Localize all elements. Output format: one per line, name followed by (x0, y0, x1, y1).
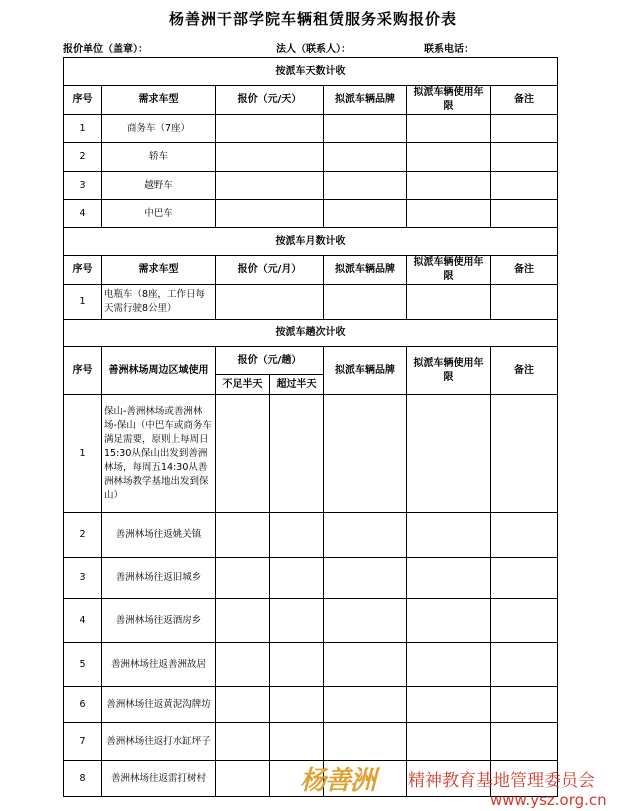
col-note: 备注 (491, 347, 558, 395)
years-cell[interactable] (407, 172, 491, 200)
row-no: 4 (64, 599, 102, 643)
col-no: 序号 (64, 256, 102, 285)
years-cell[interactable] (407, 599, 491, 643)
col-note: 备注 (491, 86, 558, 115)
col-note: 备注 (491, 256, 558, 285)
legal-person-label: 法人（联系人）： (276, 44, 351, 55)
row-no: 1 (64, 395, 102, 513)
col-price-per-day: 报价（元/天） (216, 86, 324, 115)
vehicle-type: 越野车 (102, 172, 216, 200)
col-price-per-trip: 报价（元/趟） (216, 347, 324, 375)
years-cell[interactable] (407, 143, 491, 172)
section-month-title-row (64, 228, 558, 256)
col-years: 拟派车辆使用年限 (407, 256, 491, 285)
brand-cell[interactable] (324, 687, 407, 723)
table-row (64, 143, 558, 172)
brand-cell[interactable] (324, 599, 407, 643)
note-cell[interactable] (491, 687, 558, 723)
section-month-title: 按派车月数计收 (64, 228, 558, 256)
brand-cell[interactable] (324, 200, 407, 228)
row-no: 1 (64, 115, 102, 143)
brand-cell[interactable] (324, 723, 407, 761)
over-half-price-cell[interactable] (270, 599, 324, 643)
col-over-half-day: 超过半天 (270, 375, 324, 395)
price-cell[interactable] (216, 285, 324, 320)
watermark (300, 760, 626, 811)
section-day-title-row (64, 58, 558, 86)
brand-cell[interactable] (324, 285, 407, 320)
vehicle-type: 电瓶车（8座，工作日每天需行驶8公里） (102, 285, 216, 320)
over-half-price-cell[interactable] (270, 395, 324, 513)
route: 善洲林场往返酒房乡 (102, 599, 216, 643)
brand-cell[interactable] (324, 513, 407, 558)
section-trip-header-row (64, 347, 558, 375)
note-cell[interactable] (491, 115, 558, 143)
row-no: 8 (64, 761, 102, 797)
row-no: 6 (64, 687, 102, 723)
years-cell[interactable] (407, 513, 491, 558)
route: 保山-善洲林场或善洲林场-保山（中巴车或商务车满足需要，原则上每周日15:30从保山出发到善洲林场，每周五14:30从善洲林场教学基地出发到保山） (102, 395, 216, 513)
col-price-per-month: 报价（元/月） (216, 256, 324, 285)
route: 善洲林场往返姚关镇 (102, 513, 216, 558)
col-years: 拟派车辆使用年限 (407, 347, 491, 395)
section-day-header-row (64, 86, 558, 115)
years-cell[interactable] (407, 723, 491, 761)
price-cell[interactable] (216, 200, 324, 228)
col-no: 序号 (64, 86, 102, 115)
table-row (64, 687, 558, 723)
row-no: 4 (64, 200, 102, 228)
years-cell[interactable] (407, 643, 491, 687)
row-no: 3 (64, 558, 102, 599)
price-cell[interactable] (216, 172, 324, 200)
under-half-price-cell[interactable] (216, 395, 270, 513)
row-no: 3 (64, 172, 102, 200)
note-cell[interactable] (491, 599, 558, 643)
over-half-price-cell[interactable] (270, 513, 324, 558)
vehicle-type: 中巴车 (102, 200, 216, 228)
under-half-price-cell[interactable] (216, 761, 270, 797)
row-no: 5 (64, 643, 102, 687)
section-month-header-row (64, 256, 558, 285)
col-vehicle-type: 需求车型 (102, 256, 216, 285)
document-title: 杨善洲干部学院车辆租赁服务采购报价表 (168, 10, 457, 28)
vehicle-type: 商务车（7座） (102, 115, 216, 143)
years-cell[interactable] (407, 558, 491, 599)
over-half-price-cell[interactable] (270, 723, 324, 761)
brand-cell[interactable] (324, 558, 407, 599)
col-under-half-day: 不足半天 (216, 375, 270, 395)
watermark-org-name: 精神教育基地管理委员会 (408, 771, 595, 791)
row-no: 1 (64, 285, 102, 320)
price-cell[interactable] (216, 115, 324, 143)
quote-table (63, 57, 558, 797)
note-cell[interactable] (491, 285, 558, 320)
under-half-price-cell[interactable] (216, 558, 270, 599)
route: 善洲林场往返黄泥沟牌坊 (102, 687, 216, 723)
note-cell[interactable] (491, 723, 558, 761)
price-cell[interactable] (216, 143, 324, 172)
note-cell[interactable] (491, 558, 558, 599)
col-years: 拟派车辆使用年限 (407, 86, 491, 115)
row-no: 2 (64, 513, 102, 558)
watermark-logo: 杨善洲 (300, 766, 376, 796)
route: 善洲林场往返雷打树村 (102, 761, 216, 797)
table-row (64, 172, 558, 200)
table-row (64, 643, 558, 687)
under-half-price-cell[interactable] (216, 513, 270, 558)
table-row (64, 599, 558, 643)
under-half-price-cell[interactable] (216, 599, 270, 643)
years-cell[interactable] (407, 115, 491, 143)
col-no: 序号 (64, 347, 102, 395)
note-cell[interactable] (491, 643, 558, 687)
years-cell[interactable] (407, 200, 491, 228)
table-row (64, 115, 558, 143)
years-cell[interactable] (407, 285, 491, 320)
section-trip-title-row (64, 320, 558, 347)
brand-cell[interactable] (324, 172, 407, 200)
under-half-price-cell[interactable] (216, 723, 270, 761)
col-area: 善洲林场周边区域使用 (102, 347, 216, 395)
quote-unit-label: 报价单位（盖章）： (63, 44, 148, 55)
table-row (64, 395, 558, 513)
note-cell[interactable] (491, 172, 558, 200)
brand-cell[interactable] (324, 143, 407, 172)
col-brand: 拟派车辆品牌 (324, 256, 407, 285)
over-half-price-cell[interactable] (270, 687, 324, 723)
years-cell[interactable] (407, 687, 491, 723)
brand-cell[interactable] (324, 643, 407, 687)
vehicle-type: 轿车 (102, 143, 216, 172)
table-row (64, 200, 558, 228)
section-trip-title: 按派车趟次计收 (64, 320, 558, 347)
route: 善洲林场往返旧城乡 (102, 558, 216, 599)
col-brand: 拟派车辆品牌 (324, 347, 407, 395)
brand-cell[interactable] (324, 395, 407, 513)
row-no: 2 (64, 143, 102, 172)
note-cell[interactable] (491, 143, 558, 172)
table-row (64, 723, 558, 761)
route: 善洲林场往返打水缸坪子 (102, 723, 216, 761)
table-row (64, 285, 558, 320)
row-no: 7 (64, 723, 102, 761)
table-row (64, 513, 558, 558)
col-vehicle-type: 需求车型 (102, 86, 216, 115)
table-row (64, 558, 558, 599)
note-cell[interactable] (491, 200, 558, 228)
over-half-price-cell[interactable] (270, 643, 324, 687)
col-brand: 拟派车辆品牌 (324, 86, 407, 115)
years-cell[interactable] (407, 395, 491, 513)
under-half-price-cell[interactable] (216, 643, 270, 687)
over-half-price-cell[interactable] (270, 558, 324, 599)
brand-cell[interactable] (324, 115, 407, 143)
section-day-title: 按派车天数计收 (64, 58, 558, 86)
under-half-price-cell[interactable] (216, 687, 270, 723)
watermark-url[interactable]: www.ysz.org.cn (490, 791, 607, 809)
note-cell[interactable] (491, 513, 558, 558)
route: 善洲林场往返善洲故居 (102, 643, 216, 687)
note-cell[interactable] (491, 395, 558, 513)
phone-label: 联系电话： (424, 44, 474, 55)
